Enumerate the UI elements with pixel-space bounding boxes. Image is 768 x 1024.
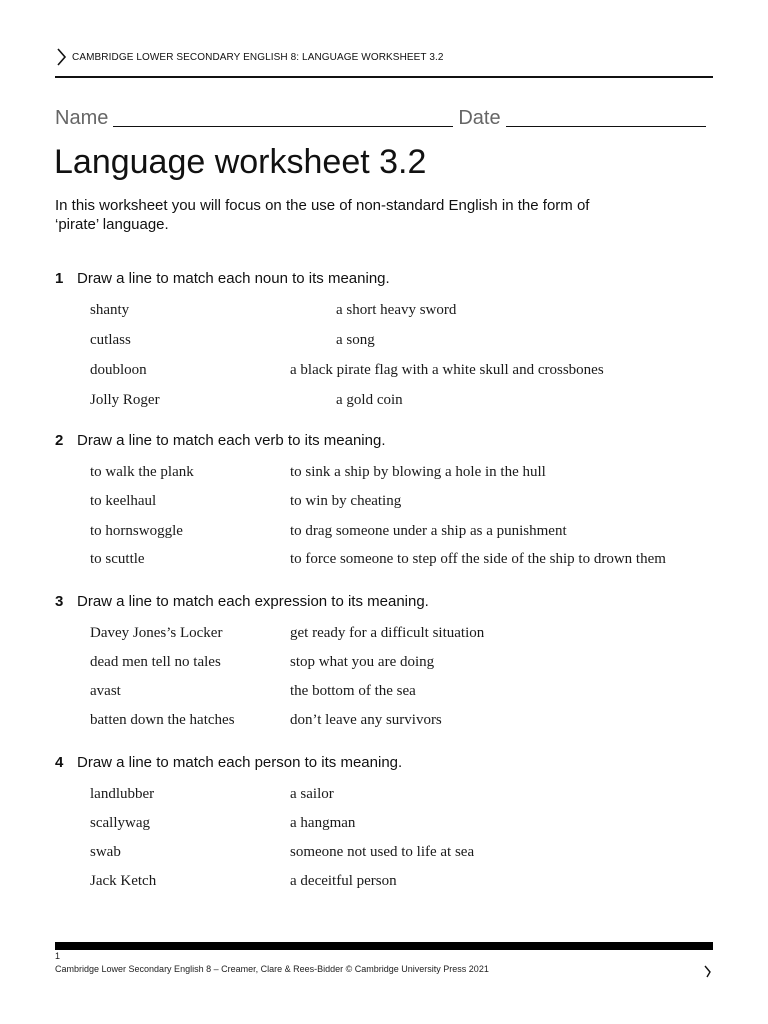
question-number: 4 [55,754,64,771]
match-term: avast [90,683,121,699]
question-number: 2 [55,432,64,449]
match-row [90,815,710,835]
match-term: cutlass [90,332,131,348]
name-date-line [55,100,715,130]
match-term: to hornswoggle [90,523,183,539]
question-prompt: Draw a line to match each noun to its meaning. [77,270,390,287]
match-meaning: the bottom of the sea [290,683,416,699]
match-meaning: a hangman [290,815,356,831]
match-meaning: a song [336,332,375,348]
match-meaning: a deceitful person [290,873,397,889]
match-term: batten down the hatches [90,712,235,728]
match-term: swab [90,844,121,860]
footer-divider [55,942,713,950]
name-field[interactable] [113,104,453,127]
match-meaning: get ready for a difficult situation [290,625,485,641]
match-meaning: to sink a ship by blowing a hole in the hull [290,464,546,480]
match-row [90,332,710,352]
match-row [90,551,710,571]
question-3-heading [55,593,429,610]
question-1-heading [55,270,390,287]
question-number: 1 [55,270,64,287]
match-term: scallywag [90,815,150,831]
match-meaning: a black pirate flag with a white skull and crossbones [290,362,604,378]
header-title: CAMBRIDGE LOWER SECONDARY ENGLISH 8: LANGUAGE WORKSHEET 3.2 [72,51,444,63]
match-row [90,683,710,703]
match-term: to keelhaul [90,493,157,509]
date-field[interactable] [506,104,706,127]
match-row [90,362,710,382]
match-row [90,302,710,322]
page-title: Language worksheet 3.2 [54,143,427,181]
page-number: 1 [55,951,61,961]
match-row [90,844,710,864]
question-number: 3 [55,593,64,610]
header-divider [55,76,713,78]
match-term: to walk the plank [90,464,194,480]
match-term: shanty [90,302,130,318]
match-meaning: don’t leave any survivors [290,712,442,728]
footer-copyright: Cambridge Lower Secondary English 8 – Creamer, Clare & Rees-Bidder © Cambridge University Press 2021 [55,964,489,974]
intro-line: ‘pirate’ language. [55,216,169,233]
match-row [90,392,710,412]
match-meaning: to win by cheating [290,493,402,509]
match-row [90,654,710,674]
match-term: dead men tell no tales [90,654,221,670]
question-prompt: Draw a line to match each verb to its meaning. [77,432,386,449]
match-meaning: a gold coin [336,392,403,408]
question-prompt: Draw a line to match each person to its meaning. [77,754,403,771]
match-term: doubloon [90,362,147,378]
match-meaning: a short heavy sword [336,302,457,318]
match-term: Jolly Roger [90,392,160,408]
match-meaning: stop what you are doing [290,654,435,670]
match-term: landlubber [90,786,155,802]
chevron-right-icon [55,47,69,67]
match-meaning: to force someone to step off the side of the ship to drown them [290,551,666,567]
page-header [55,46,713,68]
match-row [90,712,710,732]
match-row [90,625,710,645]
match-row [90,786,710,806]
match-meaning: a sailor [290,786,334,802]
name-label: Name [55,107,109,129]
match-term: Davey Jones’s Locker [90,625,223,641]
chevron-right-icon [703,964,713,978]
match-meaning: to drag someone under a ship as a punishment [290,523,567,539]
question-2-heading [55,432,385,449]
match-row [90,464,710,484]
match-meaning: someone not used to life at sea [290,844,475,860]
match-row [90,873,710,893]
intro-text [55,196,675,234]
match-row [90,523,710,543]
match-term: Jack Ketch [90,873,157,889]
match-row [90,493,710,513]
question-prompt: Draw a line to match each expression to its meaning. [77,593,429,610]
date-label: Date [458,107,501,129]
question-4-heading [55,754,402,771]
intro-line: In this worksheet you will focus on the use of non-standard English in the form of [55,197,590,214]
match-term: to scuttle [90,551,145,567]
